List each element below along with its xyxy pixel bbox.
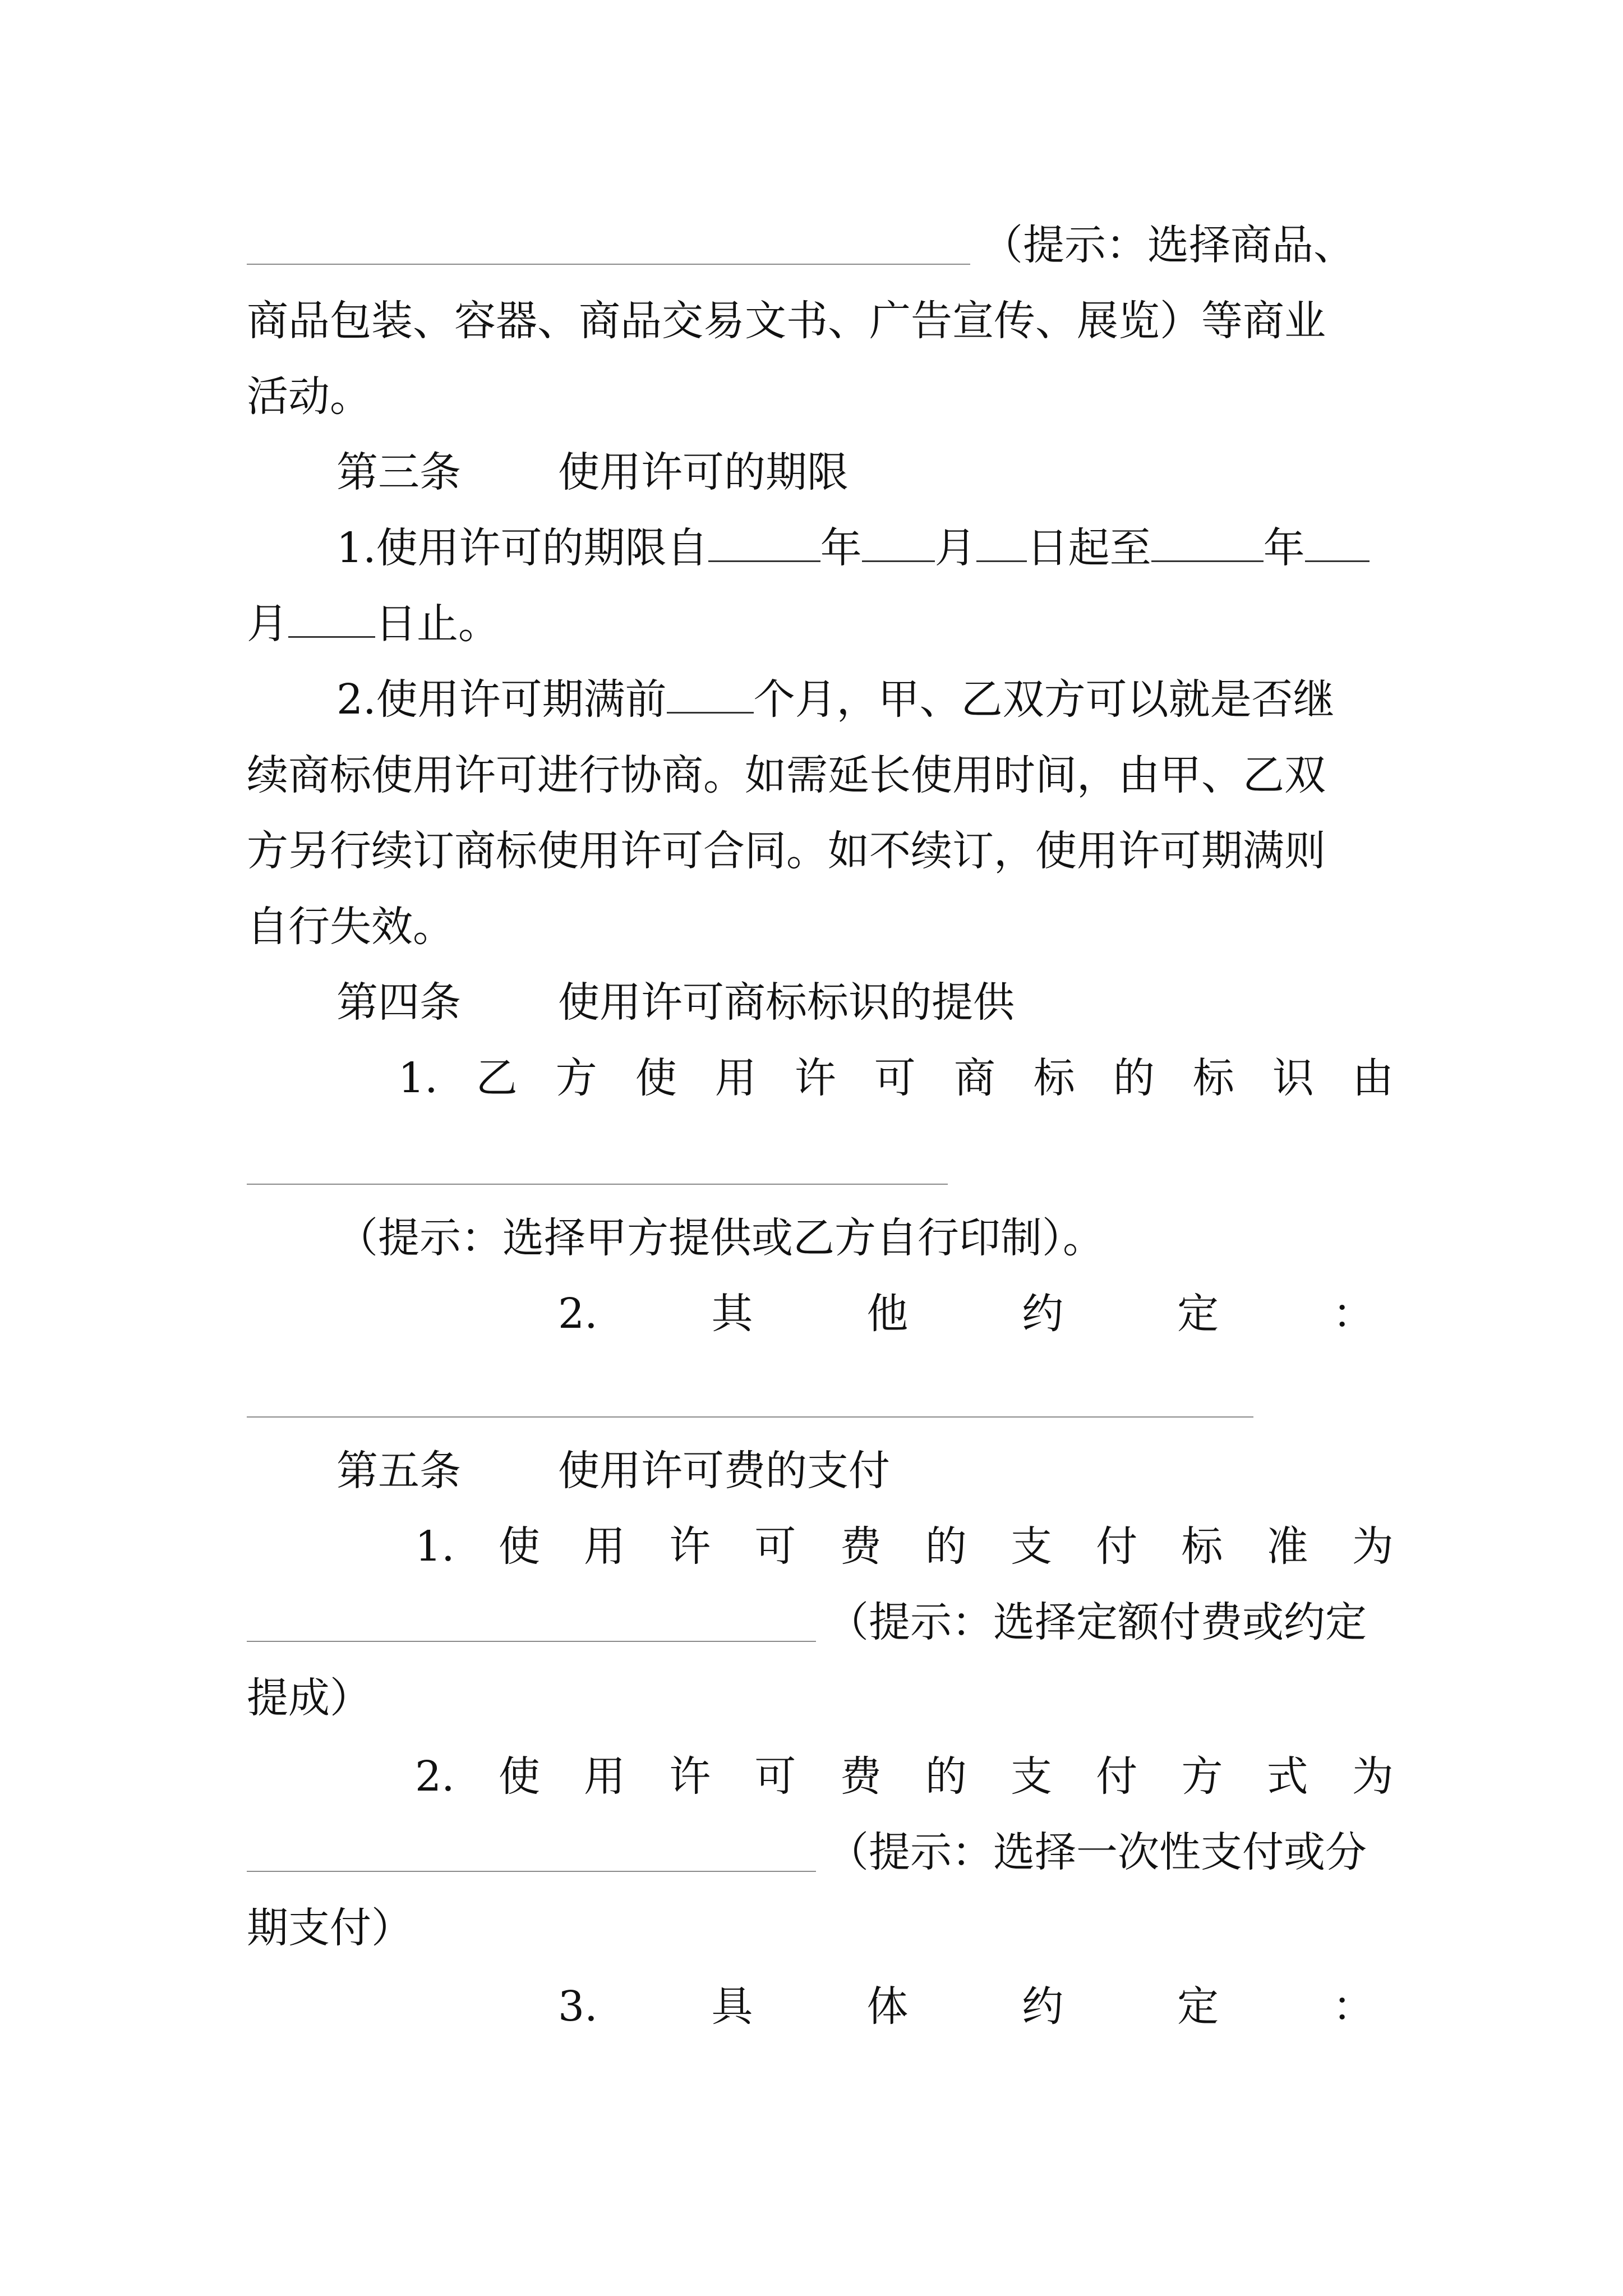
char: 使: [498, 1522, 540, 1571]
paragraph-line: 续商标使用许可进行协商。如需延长使用时间，由甲、乙双: [247, 751, 1326, 799]
char: 乙: [476, 1054, 518, 1102]
char: 定: [1177, 1982, 1219, 2031]
month-label: 月: [934, 524, 976, 572]
char: 可: [874, 1054, 916, 1102]
renewal-text: 个月，甲、乙双方可以就是否继: [753, 675, 1335, 724]
char: 付: [1096, 1522, 1138, 1571]
justified-line: [415, 1752, 1394, 1801]
start-year-blank[interactable]: [708, 553, 820, 562]
char: 可: [754, 1752, 796, 1801]
hint-text: （提示：选择商品、: [981, 221, 1355, 269]
char: 准: [1266, 1522, 1308, 1571]
term-line: [336, 524, 1370, 572]
char: 可: [754, 1522, 796, 1571]
article-4-title: 使用许可商标标识的提供: [558, 978, 1015, 1027]
char: 费: [840, 1522, 882, 1571]
char: ：: [1332, 1982, 1374, 2031]
article-4-number: 第四条: [336, 978, 461, 1027]
article-3-number: 第三条: [336, 448, 461, 496]
char: 其: [711, 1290, 753, 1338]
char: 式: [1266, 1752, 1308, 1801]
paragraph-line: 商品包装、容器、商品交易文书、广告宣传、展览）等商业: [247, 297, 1326, 345]
hint-text: （提示：选择定额付费或约定: [827, 1598, 1367, 1646]
paragraph-line: 方另行续订商标使用许可合同。如不续订，使用许可期满则: [247, 827, 1326, 875]
fill-in-line[interactable]: [247, 1416, 1253, 1418]
char: 标: [1181, 1522, 1223, 1571]
char: 费: [840, 1752, 882, 1801]
fill-in-line[interactable]: [247, 1184, 948, 1185]
hint-text: （提示：选择一次性支付或分: [827, 1828, 1367, 1876]
char: 方: [1181, 1752, 1223, 1801]
justified-line: [398, 1054, 1394, 1102]
char: 许: [669, 1522, 711, 1571]
char: 的: [925, 1752, 967, 1801]
end-day-blank[interactable]: [288, 628, 375, 638]
end-year-blank[interactable]: [1151, 553, 1264, 562]
paragraph-line: 自行失效。: [247, 903, 454, 951]
item-number: 1.: [398, 1054, 438, 1102]
hint-text: （提示：选择甲方提供或乙方自行印制）。: [336, 1214, 1104, 1262]
justified-line: [558, 1982, 1374, 2031]
char: 识: [1272, 1054, 1314, 1102]
char: 支: [1011, 1522, 1053, 1571]
renewal-line: [336, 675, 1335, 724]
fill-in-line[interactable]: [247, 1641, 816, 1642]
item-number: 2.: [558, 1290, 598, 1338]
article-5-number: 第五条: [336, 1447, 461, 1495]
char: 许: [669, 1752, 711, 1801]
months-blank[interactable]: [667, 704, 754, 714]
item-number: 1.: [415, 1522, 455, 1571]
year-label: 年: [820, 524, 862, 572]
char: 用: [584, 1752, 626, 1801]
fill-in-line[interactable]: [247, 1871, 816, 1872]
char: 体: [866, 1982, 909, 2031]
renewal-label: 2.使用许可期满前: [336, 675, 667, 724]
char: 约: [1022, 1290, 1064, 1338]
item-number: 2.: [415, 1752, 455, 1801]
char: 约: [1022, 1982, 1064, 2031]
char: 用: [714, 1054, 757, 1102]
char: ：: [1332, 1290, 1374, 1338]
char: 由: [1352, 1054, 1394, 1102]
article-5-title: 使用许可费的支付: [558, 1447, 890, 1495]
char: 为: [1352, 1522, 1394, 1571]
char: 标: [1192, 1054, 1234, 1102]
start-day-blank[interactable]: [976, 553, 1027, 562]
start-month-blank[interactable]: [862, 553, 935, 562]
char: 的: [1113, 1054, 1155, 1102]
char: 支: [1011, 1752, 1053, 1801]
char: 为: [1352, 1752, 1394, 1801]
month-label: 月: [247, 600, 288, 648]
char: 付: [1096, 1752, 1138, 1801]
justified-line: [415, 1522, 1394, 1571]
char: 使: [635, 1054, 677, 1102]
day-until-label: 日起至: [1026, 524, 1151, 572]
char: 许: [794, 1054, 836, 1102]
end-label: 日止。: [375, 600, 500, 648]
article-3-title: 使用许可的期限: [558, 448, 849, 496]
paragraph-line: 活动。: [247, 372, 371, 421]
char: 具: [711, 1982, 753, 2031]
hint-text: 提成）: [247, 1674, 371, 1722]
end-month-blank[interactable]: [1305, 553, 1370, 562]
year-label: 年: [1263, 524, 1305, 572]
term-start-label: 1.使用许可的期限自: [336, 524, 708, 572]
char: 的: [925, 1522, 967, 1571]
item-number: 3.: [558, 1982, 598, 2031]
term-line-2: [247, 600, 500, 648]
char: 使: [498, 1752, 540, 1801]
justified-line: [558, 1290, 1374, 1338]
char: 定: [1177, 1290, 1219, 1338]
char: 标: [1033, 1054, 1075, 1102]
char: 方: [555, 1054, 597, 1102]
char: 他: [866, 1290, 909, 1338]
hint-text: 期支付）: [247, 1904, 413, 1952]
char: 商: [953, 1054, 995, 1102]
fill-in-line[interactable]: [247, 264, 970, 265]
char: 用: [584, 1522, 626, 1571]
